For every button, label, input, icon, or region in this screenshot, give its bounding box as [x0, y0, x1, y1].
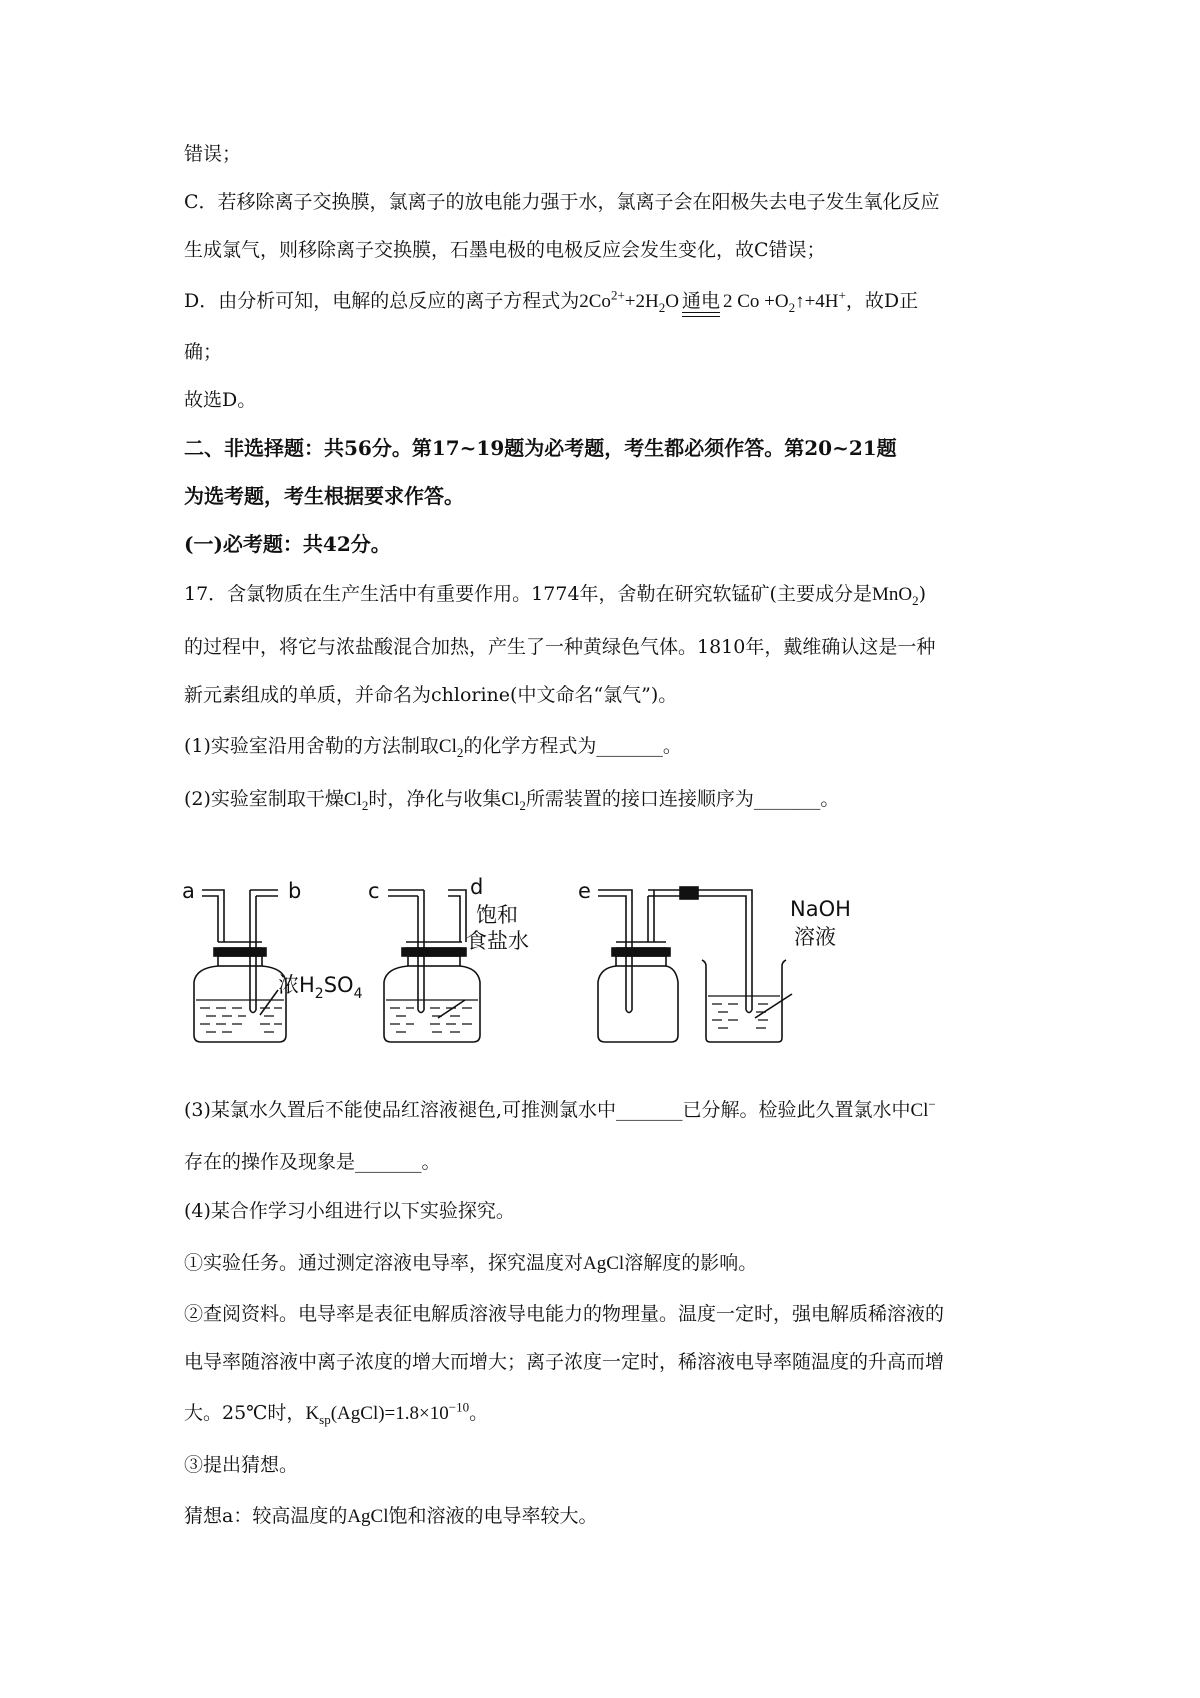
text-line: 生成氯气，则移除离子交换膜，石墨电极的电极反应会发生变化，故C错误；	[184, 239, 826, 261]
question-text: 的过程中，将它与浓盐酸混合加热，产生了一种黄绿色气体。1810年，戴维确认这是一种	[184, 636, 936, 658]
step-text: 猜想a：较高温度的AgCl饱和溶液的电导率较大。	[184, 1505, 598, 1527]
step-text: 电导率随溶液中离子浓度的增大而增大；离子浓度一定时，稀溶液电导率随温度的升高而增	[184, 1351, 945, 1373]
subquestion-3-cont: 存在的操作及现象是_______。	[184, 1151, 441, 1173]
subquestion-1: (1)实验室沿用舍勒的方法制取$Cl_2$的化学方程式为_______。	[184, 735, 682, 760]
port-label-a: a	[182, 879, 195, 903]
equation-term: 2 $Co +O_2↑+4H^+$	[722, 287, 846, 315]
subquestion-2: (2)实验室制取干燥$Cl_2$时，净化与收集$Cl_2$所需装置的接口连接顺序为_______。	[184, 788, 840, 813]
question-text: 17．含氯物质在生产生活中有重要作用。1774年，舍勒在研究软锰矿(主要成分是MnO$_2$)	[184, 583, 926, 608]
text-line: 确；	[184, 341, 223, 363]
reagent-label: 食盐水	[466, 929, 529, 953]
step-text: 大。25℃时，$K_{sp}(AgCl)=1.8\times 10^{-10}$。	[184, 1399, 489, 1427]
reaction-condition: 通电	[679, 291, 723, 317]
subquestion-3: (3)某氯水久置后不能使品红溶液褪色,可推测氯水中_______已分解。检验此久置氯水中Cl−	[184, 1096, 936, 1121]
port-label-c: c	[368, 879, 380, 903]
section-subheading: (一)必考题：共42分。	[184, 532, 391, 556]
text-line: 故选D。	[184, 389, 257, 411]
port-label-b: b	[288, 879, 302, 903]
step-text: ②查阅资料。电导率是表征电解质溶液导电能力的物理量。温度一定时，强电解质稀溶液的	[184, 1303, 945, 1325]
port-label-e: e	[578, 879, 591, 903]
port-label-d: d	[470, 875, 484, 899]
reagent-label: 饱和	[476, 903, 518, 927]
collection-bottle	[578, 879, 752, 1042]
beaker	[702, 960, 792, 1042]
apparatus-figure	[180, 870, 940, 1045]
gas-washing-bottle-2	[368, 875, 483, 1042]
step-text: ③提出猜想。	[184, 1454, 299, 1476]
ksp-expression: $K_{sp}(AgCl)=1.8\times 10^{-10}$	[305, 1399, 470, 1427]
equation-line: D．由分析可知，电解的总反应的离子方程式为$2Co^{2+}+2H_2O$ 通电 2 $Co +O_2↑+4H^+$，故D正	[184, 288, 918, 317]
liquid-level	[390, 1008, 472, 1032]
liquid-level	[712, 1004, 768, 1028]
gas-washing-bottle-1	[182, 879, 301, 1042]
question-text: 新元素组成的单质，并命名为chlorine(中文命名“氯气”)。	[184, 684, 678, 706]
subquestion-4: (4)某合作学习小组进行以下实验探究。	[184, 1200, 515, 1222]
reagent-label: NaOH	[790, 897, 851, 921]
text-line: 错误；	[184, 143, 242, 165]
text-line: C．若移除离子交换膜，氯离子的放电能力强于水，氯离子会在阳极失去电子发生氧化反应	[184, 191, 940, 213]
reagent-label: 溶液	[794, 925, 836, 949]
section-heading: 为选考题，考生根据要求作答。	[184, 484, 464, 508]
reagent-label: 浓$H_2SO_4$	[278, 973, 363, 1002]
step-text: ①实验任务。通过测定溶液电导率，探究温度对AgCl溶解度的影响。	[184, 1252, 758, 1274]
liquid-level	[200, 1008, 282, 1032]
equation-term: $2Co^{2+}+2H_2O$	[579, 287, 679, 315]
section-heading: 二、非选择题：共56分。第17~19题为必考题，考生都必须作答。第20~21题	[184, 436, 897, 460]
